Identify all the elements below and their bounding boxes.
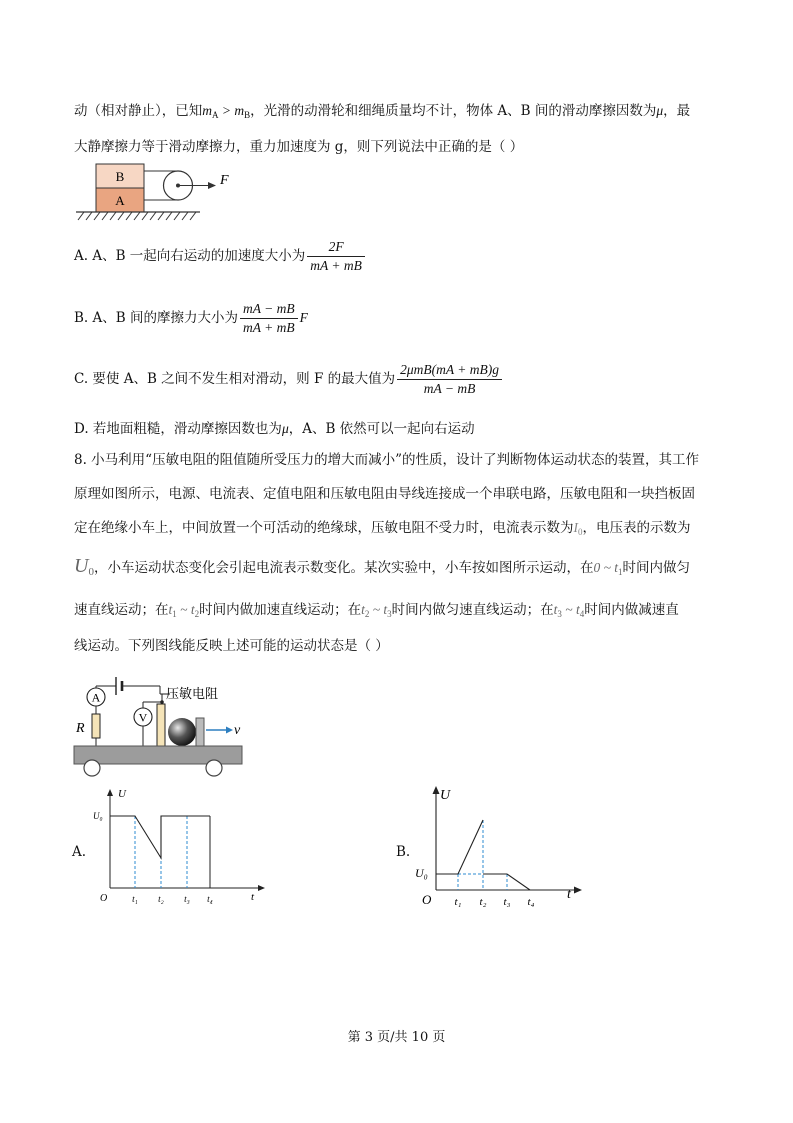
svg-text:t₂: t₂ xyxy=(479,896,487,908)
option-a-fraction: $\frac{2F}{mA + mB}$ xyxy=(307,238,365,275)
graph-b-curve-rise xyxy=(436,820,483,874)
sensor-label: 压敏电阻 xyxy=(166,686,219,701)
graph-a[interactable] xyxy=(88,784,268,908)
block-b-label: B xyxy=(115,169,125,184)
graph-b[interactable] xyxy=(410,784,590,912)
option-b[interactable]: B. A、B 间的摩擦力大小为 $\frac{mA - mB}{mA + mB}$ F xyxy=(74,301,308,335)
option-c[interactable]: C. 要使 A、B 之间不发生相对滑动，则 F 的最大值为 $\frac{\text{2μmB(mA + mB)g}}{mA - mB}$ xyxy=(74,359,504,399)
cart-wheel-left xyxy=(84,760,100,776)
mu-symbol: μ xyxy=(656,103,664,118)
ground-hatching xyxy=(78,212,196,220)
voltage-u0: $U_0$ xyxy=(74,555,94,578)
svg-text:U: U xyxy=(118,788,126,800)
q8-stem-line1: 8. 小马利用“压敏电阻的阻值随所受压力的增大而减小”的性质，设计了判断物体运动状态的装置，其工作 xyxy=(74,452,699,468)
baffle-plate xyxy=(196,718,204,746)
q7-stem-line1: 动（相对静止），已知$m_A > m_B$，光滑的动滑轮和细绳质量均不计，物体 A、B 间的滑动摩擦因数为μ，最 xyxy=(74,103,691,120)
svg-text:U₀: U₀ xyxy=(93,811,103,821)
ball-icon xyxy=(168,718,196,746)
svg-text:t: t xyxy=(251,891,255,903)
svg-text:O: O xyxy=(100,893,108,904)
svg-text:t₄: t₄ xyxy=(207,894,213,904)
q7-stem-line2: 大静摩擦力等于滑动摩擦力，重力加速度为 g，则下列说法中正确的是（ ） xyxy=(74,139,524,155)
q8-stem-line5: 速直线运动；在$t_1$ ~ $t_2$时间内做加速直线运动；在$t_2$ ~ $t_3$时间内做匀速直线运动；在$t_3$ ~ $t_4$时间内做减速直 xyxy=(74,602,679,619)
force-arrow-icon xyxy=(208,182,216,189)
q8-stem-line4: $U_0$，小车运动状态变化会引起电流表示数变化。某次实验中，小车按如图所示运动，在0 ~ $t_1$时间内做匀 xyxy=(74,555,691,578)
option-a[interactable]: A. A、B 一起向右运动的加速度大小为 $\frac{2F}{mA + mB}$ xyxy=(74,236,367,276)
mass-inequality: $m_A > m_B$ xyxy=(202,103,251,120)
graph-a-option-label[interactable]: A. xyxy=(72,844,87,860)
q8-stem-line3: 定在绝缘小车上，中间放置一个可活动的绝缘球，压敏电阻不受力时，电流表示数为$I_0$，电压表的示数为 xyxy=(74,520,691,537)
cart-wheel-right xyxy=(206,760,222,776)
resistor-icon xyxy=(92,714,100,738)
svg-text:U: U xyxy=(440,788,451,803)
q7-block-figure xyxy=(70,160,240,226)
svg-text:A: A xyxy=(91,690,101,705)
svg-text:t₁: t₁ xyxy=(132,894,138,904)
svg-text:t: t xyxy=(567,887,571,902)
svg-text:O: O xyxy=(422,892,432,907)
svg-text:v: v xyxy=(234,723,241,738)
svg-text:R: R xyxy=(76,721,85,736)
option-d[interactable]: D. 若地面粗糙，滑动摩擦因数也为μ，A、B 依然可以一起向右运动 xyxy=(74,421,475,437)
svg-text:t₃: t₃ xyxy=(184,894,190,904)
graph-a-curve xyxy=(110,816,210,858)
svg-text:U₀: U₀ xyxy=(415,866,428,880)
q8-stem-line2: 原理如图所示，电源、电流表、定值电阻和压敏电阻由导线连接成一个串联电路，压敏电阻和一块挡板固 xyxy=(74,486,695,502)
svg-text:V: V xyxy=(138,710,148,725)
svg-text:t₄: t₄ xyxy=(527,896,535,908)
option-c-fraction: $\frac{\text{2μmB(mA + mB)g}}{mA - mB}$ xyxy=(397,361,502,398)
svg-text:t₃: t₃ xyxy=(503,896,511,908)
current-i0: $I_0$ xyxy=(573,520,583,537)
pressure-sensor-icon xyxy=(157,704,165,746)
graph-b-option-label[interactable]: B. xyxy=(396,844,411,860)
svg-text:t₁: t₁ xyxy=(454,896,462,908)
block-a-label: A xyxy=(115,193,125,208)
page-footer: 第 3 页/共 10 页 xyxy=(347,1030,446,1045)
velocity-arrow-icon xyxy=(226,727,233,734)
q8-circuit-figure xyxy=(70,666,250,782)
force-label: F xyxy=(220,173,229,188)
q8-stem-line6: 线运动。下列图线能反映上述可能的运动状态是（ ） xyxy=(74,638,389,654)
svg-text:t₂: t₂ xyxy=(158,894,164,904)
option-b-fraction: $\frac{mA - mB}{mA + mB}$ xyxy=(240,300,298,337)
